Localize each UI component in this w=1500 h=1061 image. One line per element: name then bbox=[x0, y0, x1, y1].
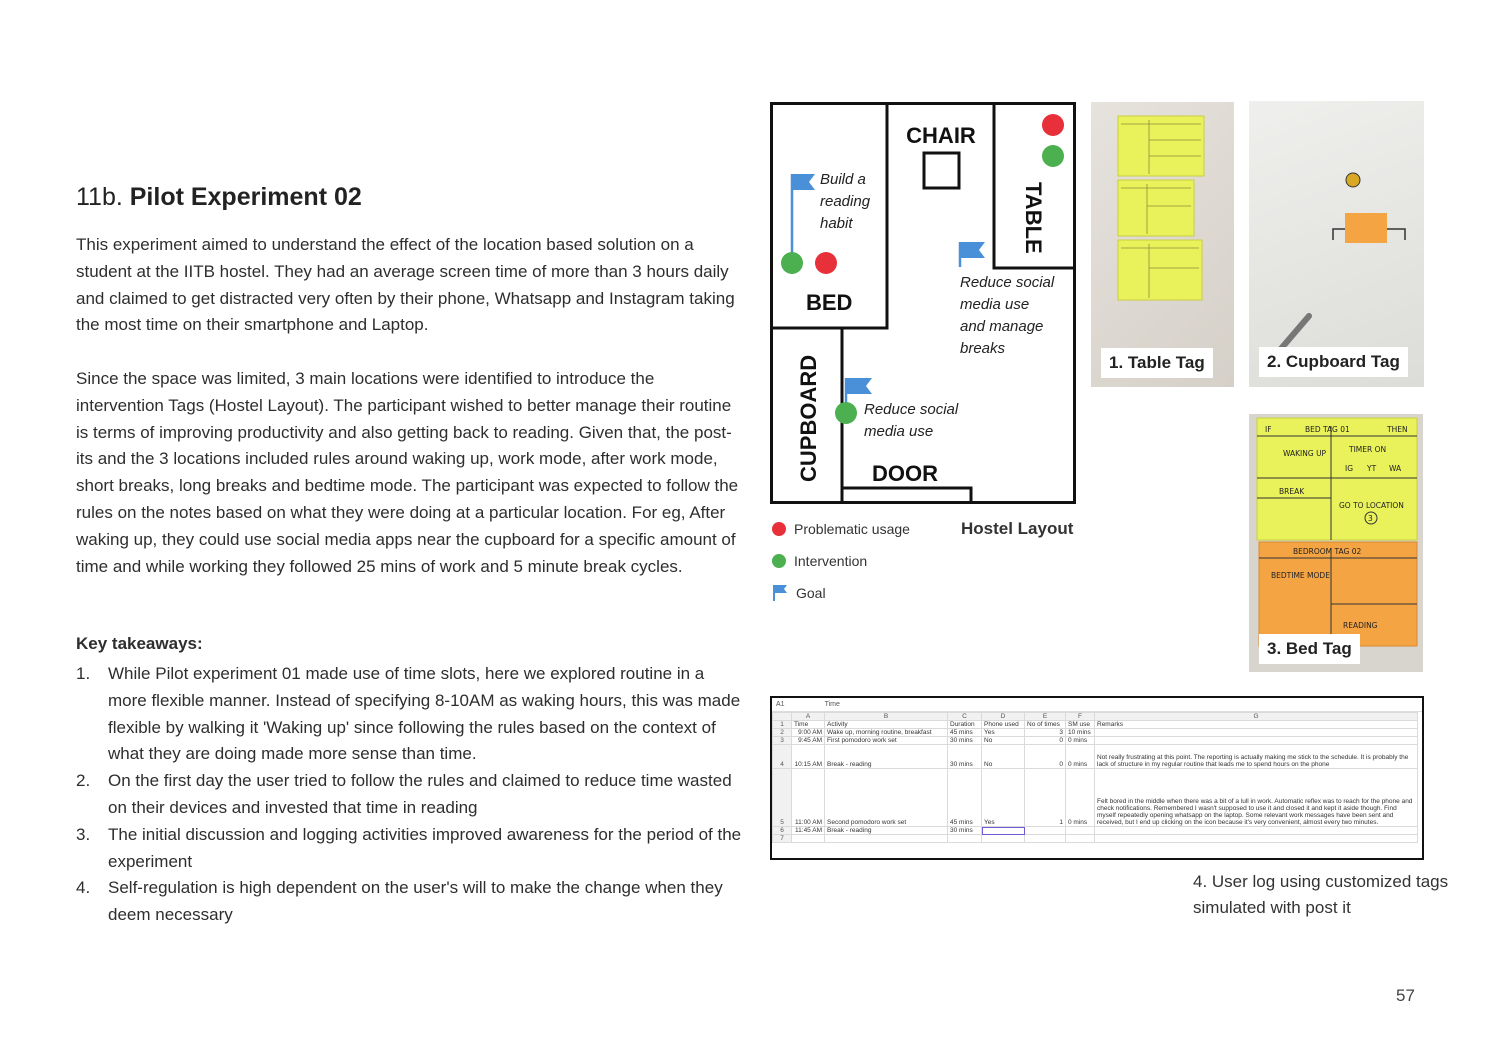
section-number: 11b. bbox=[76, 183, 130, 211]
table-row: 3 9:45 AM First pomodoro work set 30 mins No 0 0 mins bbox=[773, 737, 1418, 745]
door-label: DOOR bbox=[872, 461, 938, 486]
svg-text:YT: YT bbox=[1367, 464, 1377, 473]
svg-text:TIMER ON: TIMER ON bbox=[1349, 445, 1387, 454]
red-dot-icon bbox=[772, 522, 786, 536]
legend-goal: Goal bbox=[772, 584, 826, 601]
table-row: 6 11:45 AM Break - reading 30 mins bbox=[773, 827, 1418, 835]
table-intervention-dot bbox=[1042, 145, 1064, 167]
cupboard-tag-postit bbox=[1249, 101, 1424, 387]
takeaway-item: 4. Self-regulation is high dependent on the user's will to make the change when they deem necessary bbox=[76, 878, 723, 925]
chair-shape bbox=[924, 153, 959, 188]
svg-text:BED TAG 01: BED TAG 01 bbox=[1305, 425, 1350, 434]
table-row: 4 10:15 AM Break - reading 30 mins No 0 0 mins Not really frustrating at this point. The reporting is actually making me stick to the schedule. It is probably the lack of structure in my regular routine that leads me to spend hours on the phone bbox=[773, 745, 1418, 769]
cupboard-intervention-dot bbox=[835, 402, 857, 424]
section-heading bbox=[76, 183, 362, 212]
table-goal-flag-icon bbox=[960, 242, 985, 267]
svg-text:READING: READING bbox=[1343, 621, 1378, 630]
svg-text:GO TO LOCATION: GO TO LOCATION bbox=[1339, 501, 1404, 510]
door-wall bbox=[842, 488, 971, 502]
page-number: 57 bbox=[1396, 986, 1415, 1005]
column-header-row: A B C D E F G bbox=[773, 713, 1418, 721]
intro-paragraph: This experiment aimed to understand the effect of the location based solution on a student at the IITB hostel. They had an average screen time of more than 3 hours daily and claimed to get distracted very often by their phone, Whatsapp and Instagram taking the most time on their smartphone and Laptop. bbox=[76, 235, 735, 335]
table-row: 1 Time Activity Duration Phone used No of times SM use Remarks bbox=[773, 721, 1418, 729]
section-title: Pilot Experiment 02 bbox=[129, 183, 362, 211]
cupboard-label: CUPBOARD bbox=[796, 354, 821, 482]
bed-goal-text: Build a reading habit bbox=[820, 171, 871, 232]
formula-value: Time bbox=[824, 701, 840, 708]
legend-intervention: Intervention bbox=[772, 553, 867, 569]
table-row: 5 11:00 AM Second pomodoro work set 45 mins Yes 1 0 mins Felt bored in the middle when there was a bit of a lull in work. Automatic reflex was to reach for the phone and check notifications. Remembered I wasn't supposed to use it and closed it and kept it aside though. Find myself repeatedly opening whatsapp on the laptop. Some relevant work messages have been sent and received, but I end up clicking on the icon because it's very convenient, almost every two minutes. bbox=[773, 769, 1418, 827]
method-paragraph: Since the space was limited, 3 main locations were identified to introduce the intervention Tags (Hostel Layout). The participant wished to better manage their routine is terms of improving productivity and also getting back to reading. Given that, the post-its and the 3 locations included rules around waking up, work mode, after work mode, short breaks, long breaks and bedtime mode. The participant was expected to follow the rules on the notes based on what they were doing at a particular location. For eg, After waking up, they could use social media apps near the cupboard for a specific amount of time and while working they followed 25 mins of work and 5 minute break cycles. bbox=[76, 369, 739, 576]
svg-text:IG: IG bbox=[1345, 464, 1354, 473]
svg-text:WA: WA bbox=[1389, 464, 1402, 473]
takeaways-title: Key takeaways: bbox=[76, 634, 203, 653]
takeaway-item: 3. The initial discussion and logging activities improved awareness for the period of the experiment bbox=[76, 824, 742, 871]
log-table bbox=[772, 712, 1418, 843]
cupboard-tag-photo bbox=[1249, 101, 1424, 387]
user-log-spreadsheet bbox=[770, 696, 1424, 860]
bed-label: BED bbox=[806, 290, 853, 315]
table-tag-label: 1. Table Tag bbox=[1101, 348, 1213, 378]
table-problem-dot bbox=[1042, 114, 1064, 136]
svg-text:IF: IF bbox=[1265, 425, 1272, 434]
svg-text:BEDTIME MODE: BEDTIME MODE bbox=[1271, 571, 1330, 580]
svg-text:THEN: THEN bbox=[1387, 425, 1408, 434]
table-goal-text: Reduce social media use and manage breaks bbox=[960, 274, 1055, 357]
selected-cell[interactable] bbox=[982, 827, 1025, 835]
cupboard-goal-text: Reduce social media use bbox=[864, 401, 959, 440]
takeaway-item: 2. On the first day the user tried to follow the rules and claimed to reduce time wasted on their devices and invested that time in reading bbox=[76, 771, 732, 817]
table-row: 2 9:00 AM Wake up, morning routine, breakfast 45 mins Yes 3 10 mins bbox=[773, 729, 1418, 737]
sheet-caption: 4. User log using customized tags simulated with post it bbox=[1193, 872, 1449, 917]
legend-problematic: Problematic usage bbox=[772, 521, 910, 537]
formula-bar[interactable] bbox=[772, 698, 1422, 712]
green-dot-icon bbox=[772, 554, 786, 568]
takeaway-item: 1. While Pilot experiment 01 made use of time slots, here we explored routine in a more flexible manner. Instead of specifying 8-10AM as waking hours, this was made flexible by walking it 'Waking up' since following the rules based on the context of what they are doing made more sense than time. bbox=[76, 664, 741, 764]
cupboard-tag-label: 2. Cupboard Tag bbox=[1259, 347, 1408, 377]
layout-title: Hostel Layout bbox=[961, 519, 1074, 538]
bed-problem-dot bbox=[815, 252, 837, 274]
svg-text:BREAK: BREAK bbox=[1279, 487, 1305, 496]
table-tag-postits bbox=[1091, 102, 1234, 387]
hostel-layout-diagram bbox=[770, 102, 1076, 504]
bed-intervention-dot bbox=[781, 252, 803, 274]
svg-text:BEDROOM TAG 02: BEDROOM TAG 02 bbox=[1293, 547, 1362, 556]
chair-label: CHAIR bbox=[906, 123, 976, 148]
flag-icon bbox=[772, 584, 788, 601]
svg-text:WAKING UP: WAKING UP bbox=[1283, 449, 1327, 458]
bed-goal-flag-icon bbox=[792, 174, 815, 260]
table-row: 7 bbox=[773, 835, 1418, 843]
svg-text:3: 3 bbox=[1368, 514, 1373, 523]
takeaways-list bbox=[76, 661, 746, 929]
cell-ref: A1 bbox=[776, 701, 785, 708]
table-tag-photo bbox=[1091, 102, 1234, 387]
bed-tag-label: 3. Bed Tag bbox=[1259, 634, 1360, 664]
bed-tag-photo bbox=[1249, 414, 1423, 672]
table-label: TABLE bbox=[1021, 182, 1046, 254]
